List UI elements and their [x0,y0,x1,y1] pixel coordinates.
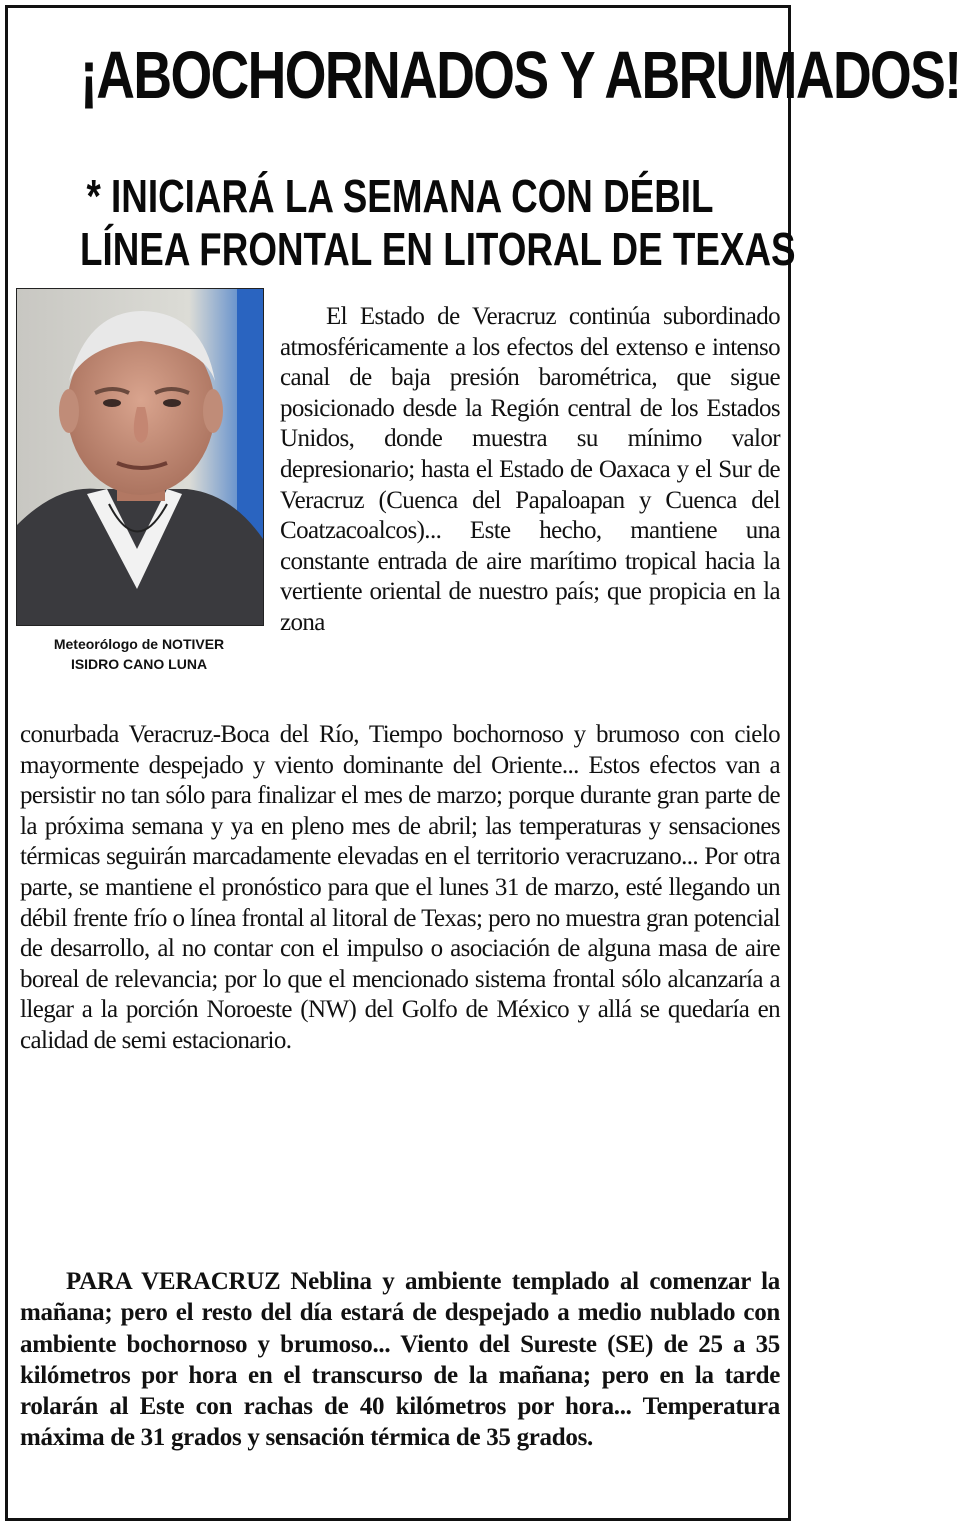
photo-caption [14,634,264,674]
forecast-paragraph [20,1266,780,1454]
subheadline-line-1: * INICIARÁ LA SEMANA CON DÉBIL [86,170,714,222]
subheadline-line-2: LÍNEA FRONTAL EN LITORAL DE TEXAS [80,223,796,275]
author-photo [16,288,264,626]
portrait-image [17,289,263,625]
forecast-text: Neblina y ambiente templado al comenzar la mañana; pero el resto del día estará de despejado a medio nublado con ambiente bochornoso y brumoso... Viento del Sureste (SE) de 25 a 35 kilómetros por hora en el transcurso de la mañana; pero en la tarde rolarán al Este con rachas de 40 kilómetros por hora... Temperatura máxima de 31 grados y sensación térmica de 35 grados. [20,1268,780,1452]
subheadline [80,170,796,276]
body-text-column [280,302,780,639]
body-text-continued: conurbada Veracruz-Boca del Río, Tiempo bochornoso y brumoso con cielo mayormente despejado y viento dominante del Oriente... Estos efectos van a persistir no tan sólo para finalizar el mes de marzo; porque durante gran parte de la próxima semana y ya en pleno mes de abril; las temperaturas y sensaciones térmicas seguirán marcadamente elevadas en el territorio veracruzano... Por otra parte, se mantiene el pronóstico para que el lunes 31 de marzo, esté llegando un débil frente frío o línea frontal al litoral de Texas; pero no muestra gran potencial de desarrollo, al no contar con el impulso o asociación de alguna masa de aire boreal de relevancia; por lo que el mencionado sistema frontal sólo alcanzaría a llegar a la porción Noroeste (NW) del Golfo de México y allá se quedaría en calidad de semi estacionario. [20,721,780,1054]
headline: ¡ABOCHORNADOS Y ABRUMADOS! [80,38,961,113]
forecast-lead: PARA VERACRUZ [66,1268,281,1295]
photo-caption-name: ISIDRO CANO LUNA [70,656,208,672]
body-text-part-1: El Estado de Veracruz continúa subordinado atmosféricamente a los efectos del extenso e intenso canal de baja presión barométrica, que sigue posicionado desde la Región central de los Estados Unidos, donde muestra su mínimo valor depresionario; hasta el Estado de Oaxaca y el Sur de Veracruz (Cuenca del Papaloapan y Cuenca del Coatzacoalcos)... Este hecho, mantiene una constante entrada de aire marítimo tropical hacia la vertiente oriental de nuestro país; que propicia en la zona [280,303,780,636]
photo-caption-title: Meteorólogo de NOTIVER [53,636,225,652]
